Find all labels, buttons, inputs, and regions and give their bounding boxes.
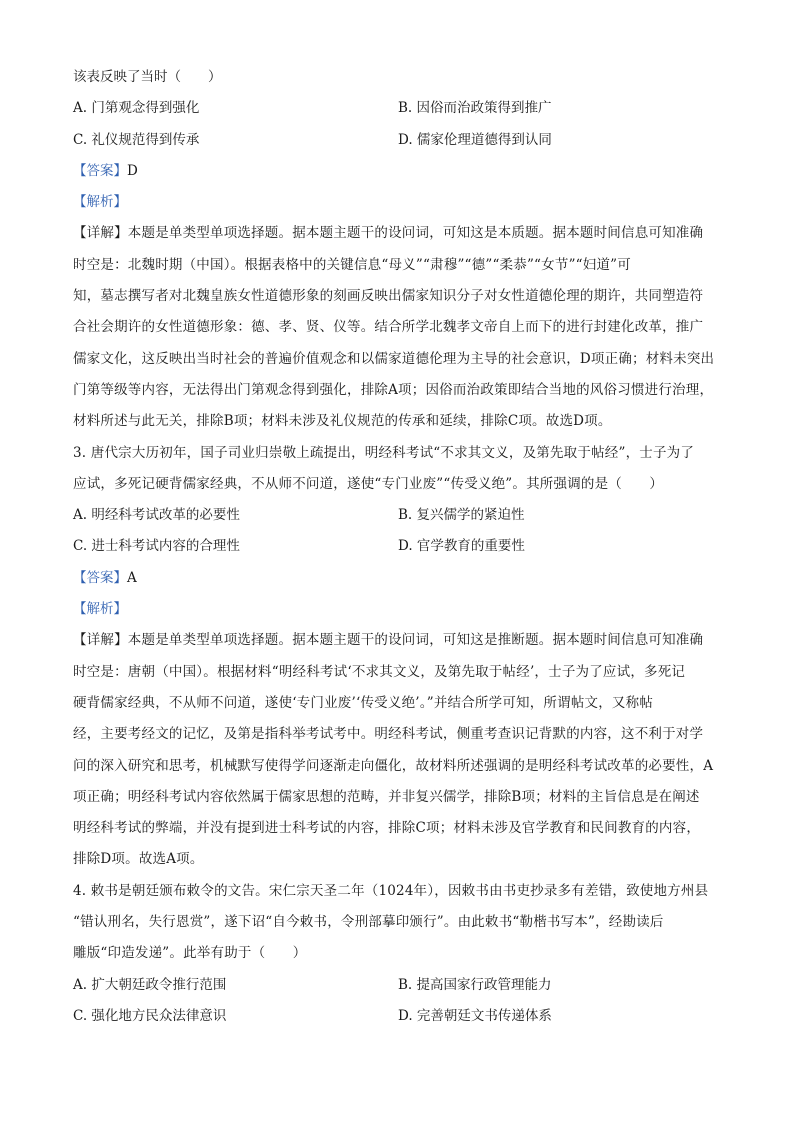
detail-line: 排除D项。故选A项。 [73, 851, 204, 868]
option-d: D. 官学教育的重要性 [398, 538, 525, 555]
option-d: D. 儒家伦理道德得到认同 [398, 131, 552, 148]
answer-line [73, 563, 721, 594]
options-row [73, 93, 721, 124]
detail-line: 合社会期许的女性道德形象：德、孝、贤、仪等。结合所学北魏孝文帝自上而下的进行封建化改革，推广 [73, 319, 704, 336]
detail-line: 门第等级等内容，无法得出门第观念得到强化，排除A项；因俗而治政策即结合当地的风俗习惯进行治理， [73, 381, 714, 398]
detail-line: 知，墓志撰写者对北魏皇族女性道德形象的刻画反映出儒家知识分子对女性道德伦理的期许，共同塑造符 [73, 288, 704, 305]
detail-explanation [73, 218, 721, 437]
detail-line: 硬背儒家经典，不从师不问道，遂使‘专门业废’‘传受义绝’。”并结合所学可知，所谓帖文，又称帖 [73, 694, 654, 711]
analysis-tag: 【解析】 [73, 601, 127, 618]
stem-line: 应试，多死记硬背儒家经典，不从师不问道，遂使“专门业废”“传受义绝”。其所强调的是（ ） [73, 475, 664, 492]
detail-line: 项正确；明经科考试内容依然属于儒家思想的范畴，并非复兴儒学，排除B项；材料的主旨信息是在阐述 [73, 788, 700, 805]
stem-line: “错认刑名，失行恩赏”，遂下诏“自今敕书，令刑部摹印颁行”。由此敕书“勒楷书写本”，经勘读后 [73, 914, 664, 931]
option-a: A. 扩大朝廷政令推行范围 [73, 976, 227, 993]
option-b: B. 提高国家行政管理能力 [398, 976, 552, 993]
question-stem: 该表反映了当时（ ） [73, 69, 222, 85]
stem-line: 雕版“印造发递”。此举有助于（ ） [73, 945, 307, 962]
detail-line: 经，主要考经文的记忆，及第是指科举考试考中。明经科考试，侧重考查识记背默的内容，这不利于对学 [73, 726, 704, 743]
answer-value: D [127, 162, 138, 179]
options-row [73, 1001, 721, 1032]
option-c: C. 强化地方民众法律意识 [73, 1007, 227, 1024]
detail-line: 【详解】本题是单类型单项选择题。据本题主题干的设问词，可知这是本质题。据本题时间信息可知准确 [73, 225, 704, 242]
option-a: A. 门第观念得到强化 [73, 100, 200, 117]
options-row [73, 125, 721, 156]
answer-line [73, 156, 721, 187]
detail-line: 【详解】本题是单类型单项选择题。据本题主题干的设问词，可知这是推断题。据本题时间信息可知准确 [73, 632, 704, 649]
question-stem [73, 876, 721, 970]
option-d: D. 完善朝廷文书传递体系 [398, 1007, 552, 1024]
option-b: B. 复兴儒学的紧迫性 [398, 507, 525, 524]
options-row [73, 531, 721, 562]
question-4 [73, 876, 721, 1032]
document-page [73, 62, 721, 1032]
detail-line: 儒家文化，这反映出当时社会的普遍价值观念和以儒家道德伦理为主导的社会意识，D项正确；材料未突出 [73, 350, 715, 367]
options-row [73, 500, 721, 531]
detail-explanation [73, 625, 721, 875]
options-row [73, 970, 721, 1001]
detail-line: 明经科考试的弊端，并没有提到进士科考试的内容，排除C项；材料未涉及官学教育和民间教育的内容， [73, 820, 701, 837]
option-c: C. 礼仪规范得到传承 [73, 131, 200, 148]
answer-tag: 【答案】 [73, 162, 127, 179]
answer-value: A [127, 569, 137, 586]
option-a: A. 明经科考试改革的必要性 [73, 507, 240, 524]
option-c: C. 进士科考试内容的合理性 [73, 538, 240, 555]
analysis-tag: 【解析】 [73, 194, 127, 211]
detail-line: 时空是：北魏时期（中国）。根据表格中的关键信息“母义”“肃穆”“德”“柔恭”“女节”“妇道”可 [73, 256, 631, 273]
question-3 [73, 438, 721, 876]
detail-line: 材料所述与此无关，排除B项；材料未涉及礼仪规范的传承和延续，排除C项。故选D项。 [73, 413, 612, 430]
question-stem [73, 438, 721, 501]
stem-line: 4. 敕书是朝廷颁布敕令的文告。宋仁宗天圣二年（1024年），因敕书由书吏抄录多有差错，致使地方州县 [73, 882, 709, 899]
detail-line: 问的深入研究和思考，机械默写使得学问逐渐走向僵化，故材料所述强调的是明经科考试改革的必要性，A [73, 757, 714, 774]
option-b: B. 因俗而治政策得到推广 [398, 100, 552, 117]
stem-line: 3. 唐代宗大历初年，国子司业归崇敬上疏提出，明经科考试“不求其文义，及第先取于帖经”，士子为了 [73, 444, 695, 461]
question-2 [73, 62, 721, 438]
answer-tag: 【答案】 [73, 569, 127, 586]
detail-line: 时空是：唐朝（中国）。根据材料“明经科考试‘不求其文义，及第先取于帖经’，士子为了应试，多死记 [73, 663, 686, 680]
